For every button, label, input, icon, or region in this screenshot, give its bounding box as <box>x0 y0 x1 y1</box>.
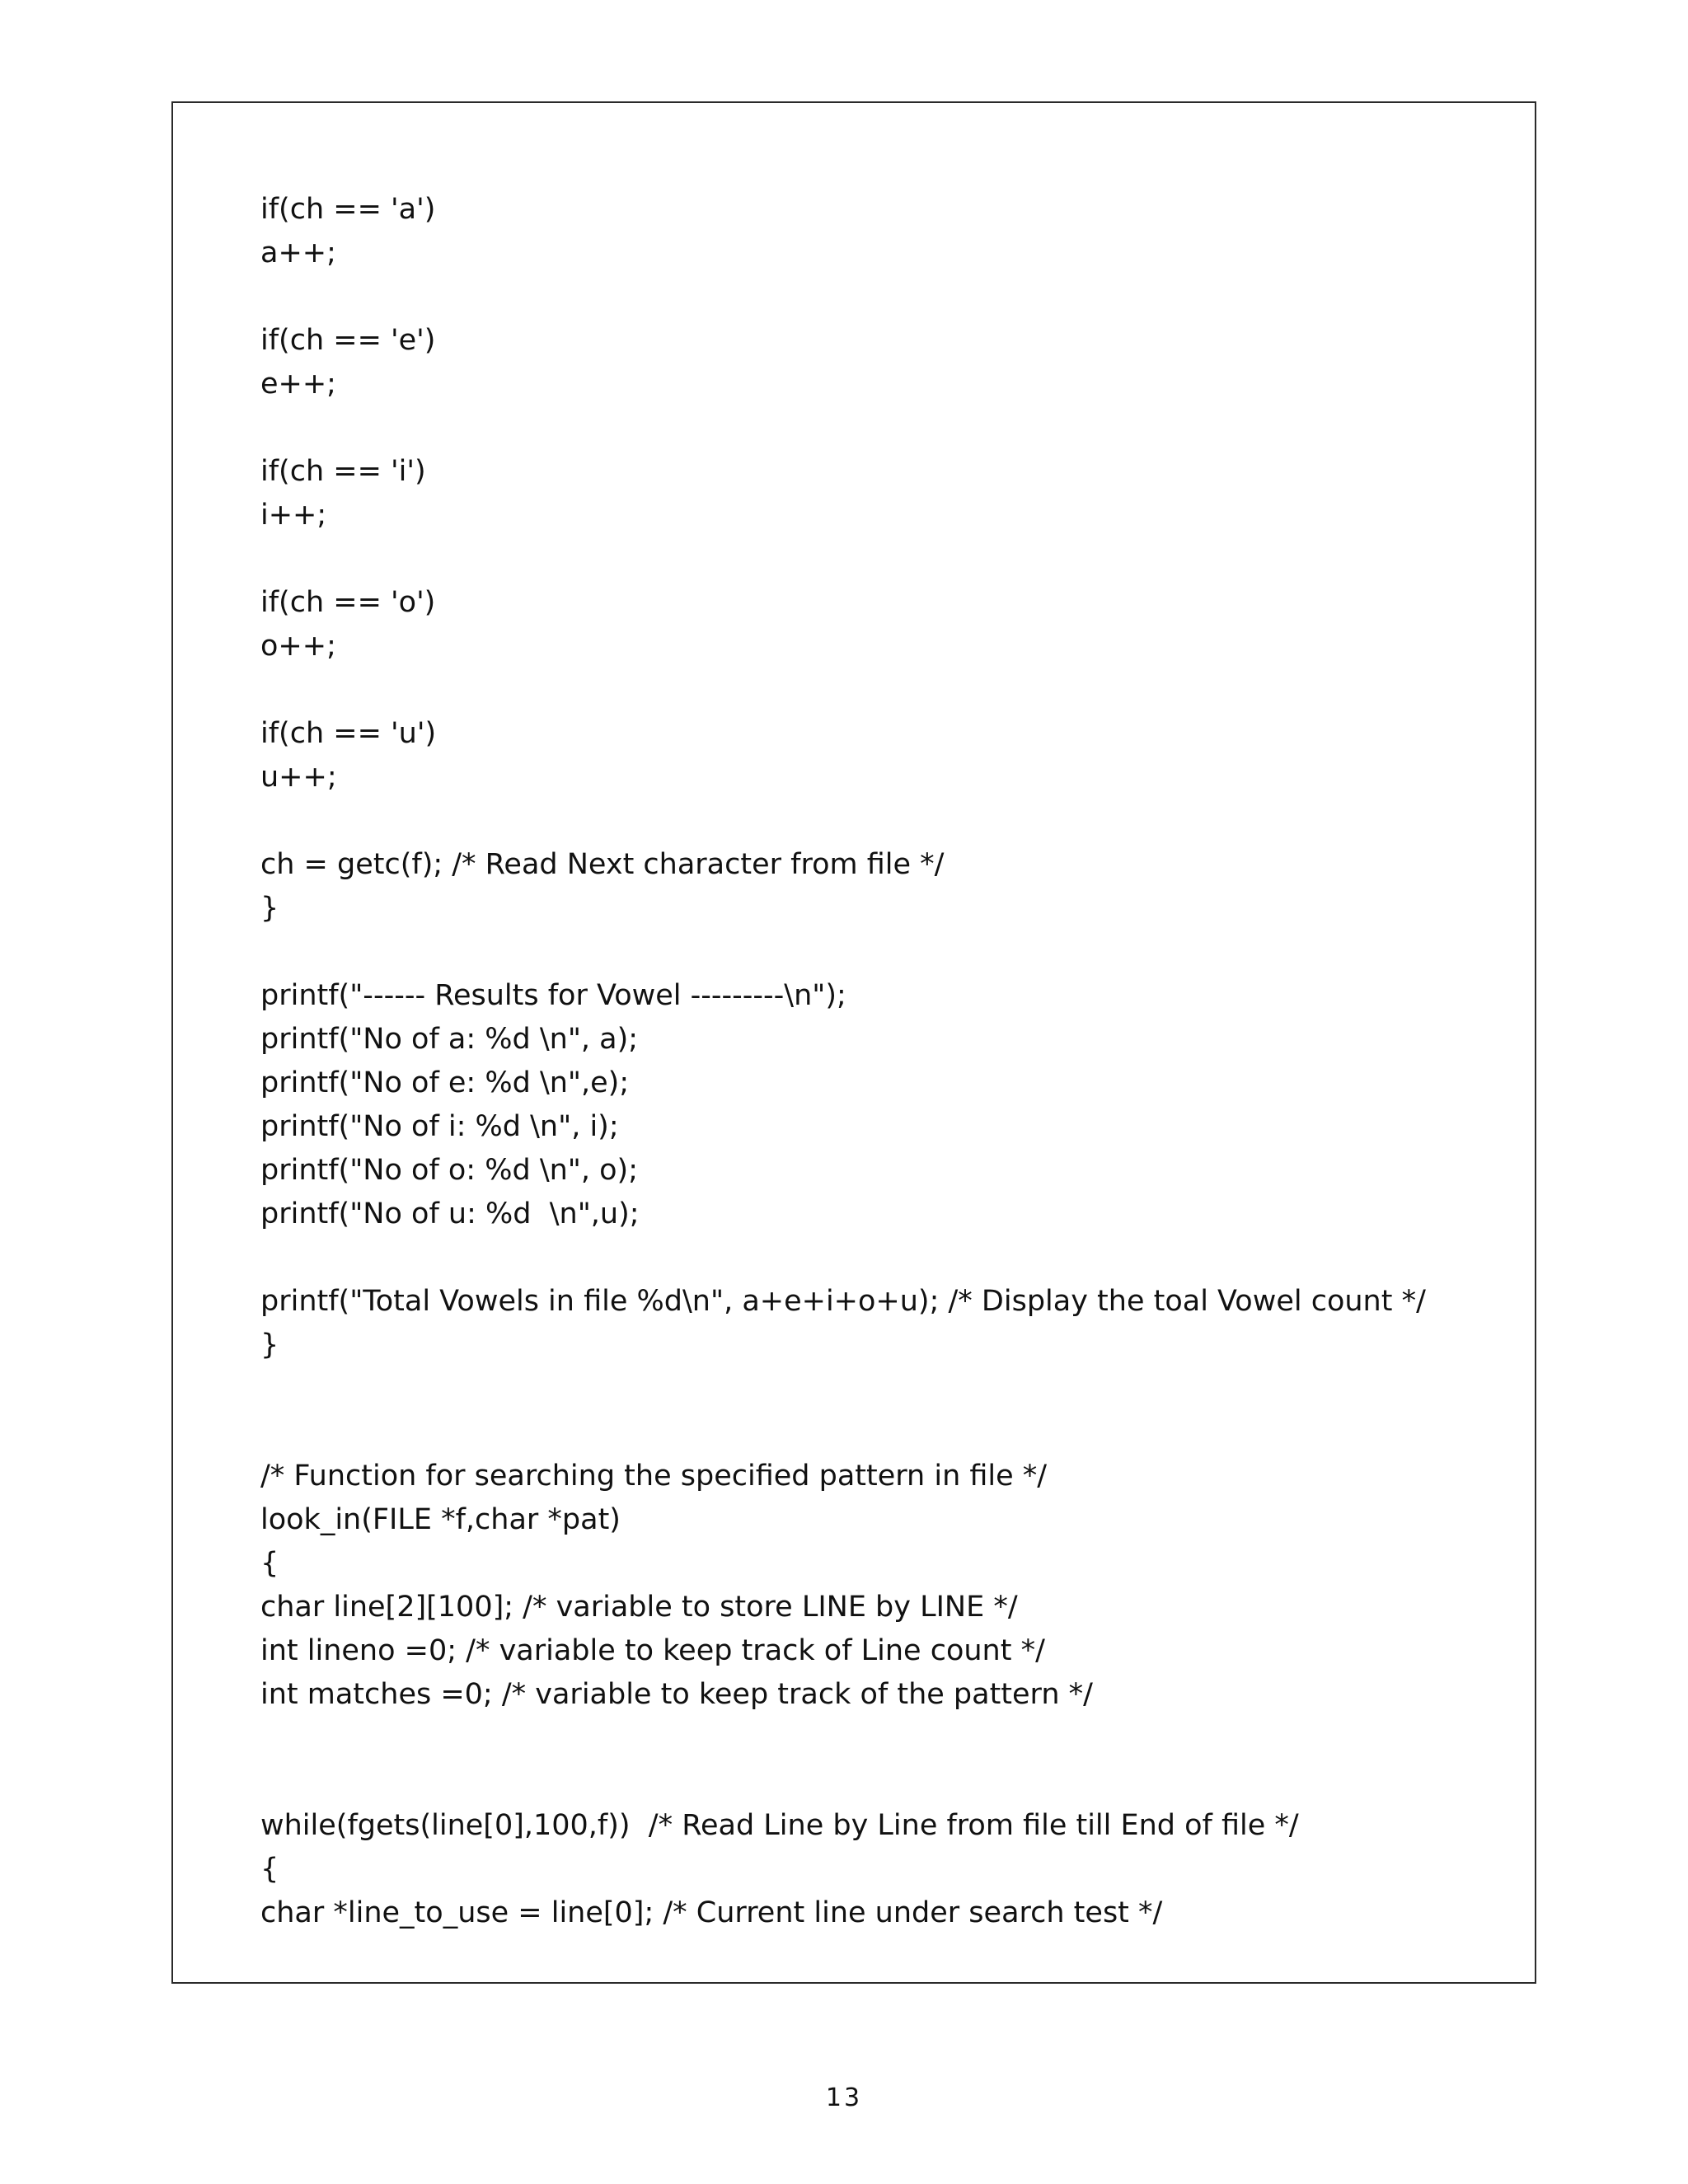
code-line: u++; <box>260 761 337 794</box>
code-line: printf("No of e: %d \n",e); <box>260 1066 630 1099</box>
code-line: } <box>260 892 279 925</box>
blank-code-line <box>260 930 1522 974</box>
code-line: if(ch == 'u') <box>260 717 437 750</box>
code-line: char *line_to_use = line[0]; /* Current line under search test */ <box>260 1896 1163 1929</box>
blank-code-line <box>260 799 1522 843</box>
code-line: if(ch == 'a') <box>260 193 436 226</box>
blank-code-line <box>260 1717 1522 1760</box>
blank-code-line <box>260 668 1522 712</box>
blank-code-line <box>260 1411 1522 1455</box>
code-line: while(fgets(line[0],100,f)) /* Read Line by Line from file till End of file */ <box>260 1809 1299 1842</box>
blank-code-line <box>260 1760 1522 1804</box>
code-line: i++; <box>260 499 327 532</box>
blank-code-line <box>260 537 1522 581</box>
code-line: /* Function for searching the specified pattern in file */ <box>260 1460 1048 1493</box>
code-line: { <box>260 1853 279 1886</box>
blank-code-line <box>260 1367 1522 1411</box>
page-number: 13 <box>825 2083 863 2112</box>
code-block <box>260 188 1522 1935</box>
code-line: e++; <box>260 368 336 401</box>
blank-code-line <box>260 406 1522 450</box>
code-line: printf("------ Results for Vowel ---------\n"); <box>260 979 846 1012</box>
code-line: printf("No of a: %d \n", a); <box>260 1023 639 1056</box>
code-line: ch = getc(f); /* Read Next character from file */ <box>260 848 945 881</box>
blank-code-line <box>260 275 1522 319</box>
code-line: } <box>260 1329 279 1361</box>
code-line: int lineno =0; /* variable to keep track of Line count */ <box>260 1634 1045 1667</box>
code-line: printf("No of u: %d \n",u); <box>260 1197 640 1230</box>
code-line: printf("No of o: %d \n", o); <box>260 1154 639 1187</box>
code-line: a++; <box>260 237 336 269</box>
code-line: int matches =0; /* variable to keep track of the pattern */ <box>260 1678 1093 1711</box>
code-line: printf("Total Vowels in file %d\n", a+e+i+o+u); /* Display the toal Vowel count */ <box>260 1285 1426 1318</box>
code-line: look_in(FILE *f,char *pat) <box>260 1503 621 1536</box>
code-line: { <box>260 1547 279 1580</box>
code-line: if(ch == 'i') <box>260 455 426 488</box>
code-line: if(ch == 'e') <box>260 324 436 357</box>
code-line: o++; <box>260 630 336 663</box>
blank-code-line <box>260 1236 1522 1280</box>
code-line: if(ch == 'o') <box>260 586 436 619</box>
code-line: printf("No of i: %d \n", i); <box>260 1110 619 1143</box>
code-line: char line[2][100]; /* variable to store LINE by LINE */ <box>260 1591 1018 1624</box>
